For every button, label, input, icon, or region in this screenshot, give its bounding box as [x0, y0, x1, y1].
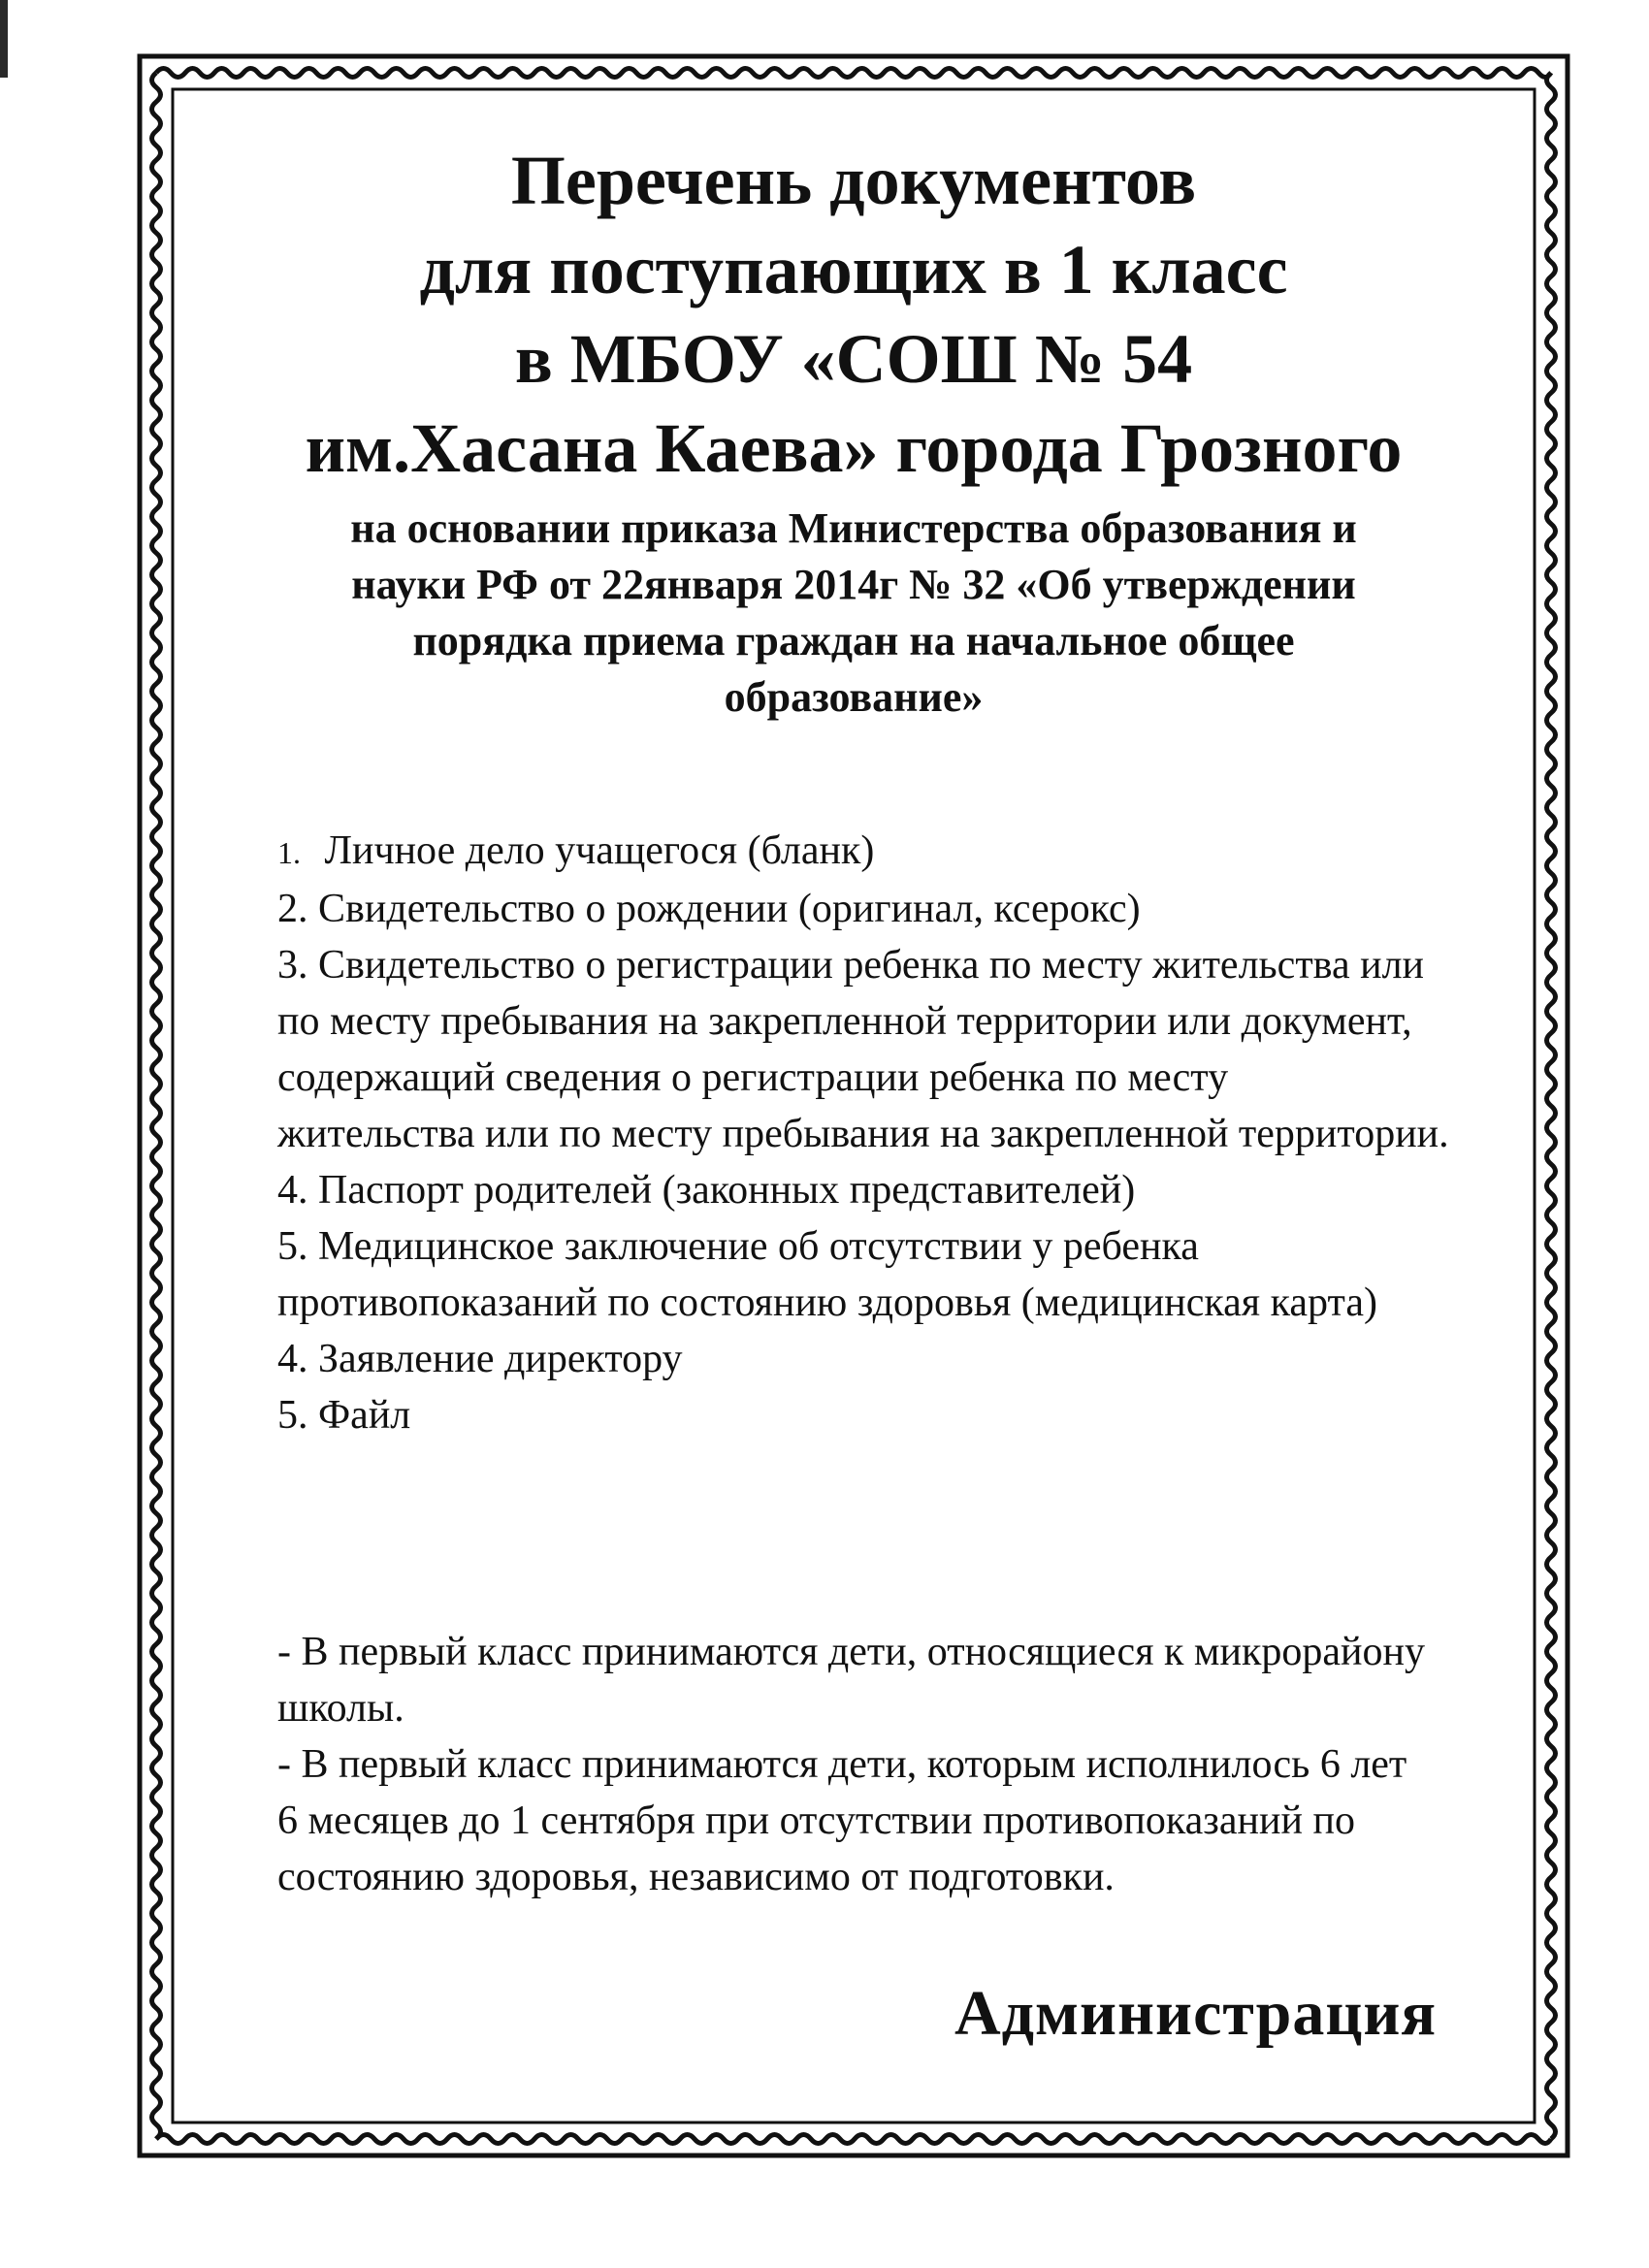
border-wave — [152, 73, 161, 2139]
title-line: им.Хасана Каева» города Грозного — [305, 409, 1403, 487]
list-item — [277, 1162, 1513, 1218]
note-line: состоянию здоровья, независимо от подготовки. — [277, 1855, 1115, 1899]
page-title — [194, 136, 1513, 493]
documents-list — [194, 823, 1513, 1443]
legal-basis — [194, 501, 1513, 726]
item-number: 4. — [277, 1337, 308, 1381]
note-paragraph — [277, 1624, 1513, 1736]
item-text: Свидетельство о рождении (оригинал, ксерокс) — [318, 887, 1141, 931]
list-item — [277, 1387, 1513, 1443]
item-text: Медицинское заключение об отсутствии у ребенка — [318, 1224, 1199, 1269]
item-text: Свидетельство о регистрации ребенка по месту жительства или — [318, 943, 1425, 988]
item-number: 5. — [277, 1393, 308, 1438]
list-item — [277, 1218, 1513, 1331]
subtitle-line: образование» — [724, 673, 984, 721]
item-number: 5. — [277, 1224, 308, 1269]
signature: Администрация — [954, 1978, 1438, 2049]
list-item — [277, 1331, 1513, 1387]
subtitle-line: науки РФ от 22января 2014г № 32 «Об утверждении — [351, 561, 1356, 608]
title-line: для поступающих в 1 класс — [419, 231, 1288, 308]
item-text: Файл — [318, 1393, 411, 1438]
item-text: Заявление директору — [318, 1337, 683, 1381]
note-paragraph — [277, 1736, 1513, 1905]
item-text: жительства или по месту пребывания на закрепленной территории. — [277, 1112, 1449, 1156]
list-item — [277, 881, 1513, 937]
admission-notes — [194, 1624, 1513, 1905]
item-number: 2. — [277, 887, 308, 931]
border-wave — [156, 69, 1551, 78]
item-number: 3. — [277, 943, 308, 988]
border-wave — [156, 2135, 1551, 2144]
document-body — [194, 136, 1513, 1905]
item-text: Личное дело учащегося (бланк) — [324, 828, 875, 873]
item-number: 4. — [277, 1168, 308, 1213]
title-line: в МБОУ «СОШ № 54 — [514, 320, 1193, 398]
note-line: - В первый класс принимаются дети, которым исполнилось 6 лет — [277, 1742, 1407, 1787]
scan-edge — [0, 0, 8, 78]
note-line: школы. — [277, 1686, 404, 1731]
subtitle-line: порядка приема граждан на начальное общее — [412, 617, 1295, 664]
subtitle-line: на основании приказа Министерства образования и — [350, 504, 1357, 552]
item-text: Паспорт родителей (законных представителей) — [318, 1168, 1136, 1213]
title-line: Перечень документов — [510, 142, 1197, 219]
list-item — [277, 937, 1513, 1162]
list-item — [277, 823, 1513, 881]
item-text: содержащий сведения о регистрации ребенка по месту — [277, 1055, 1229, 1100]
note-line: 6 месяцев до 1 сентября при отсутствии противопоказаний по — [277, 1798, 1355, 1843]
item-number: 1. — [277, 835, 301, 870]
item-text: по месту пребывания на закрепленной территории или документ, — [277, 999, 1412, 1044]
border-wave — [1547, 73, 1556, 2139]
item-text: противопоказаний по состоянию здоровья (медицинская карта) — [277, 1280, 1377, 1325]
note-line: - В первый класс принимаются дети, относящиеся к микрорайону — [277, 1630, 1425, 1674]
